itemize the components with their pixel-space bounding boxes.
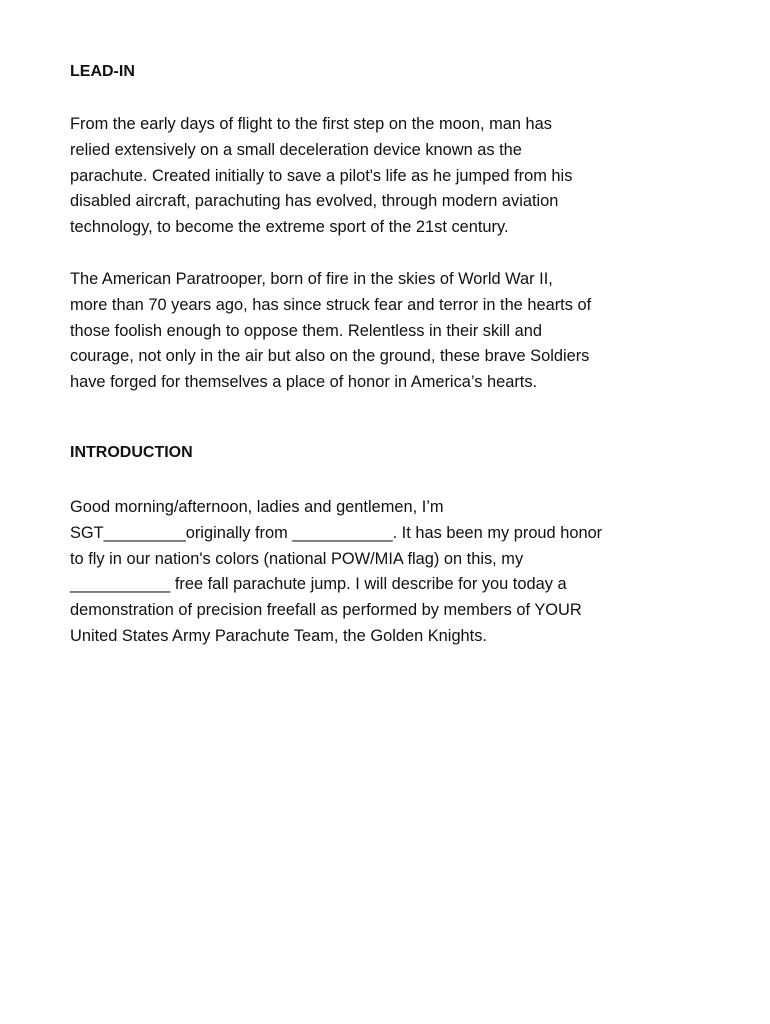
text-line: parachute. Created initially to save a pilot's life as he jumped from his <box>70 166 573 185</box>
text-line: to fly in our nation's colors (national POW/MIA flag) on this, my <box>70 549 524 568</box>
text-line: demonstration of precision freefall as performed by members of YOUR <box>70 601 582 620</box>
text-line: United States Army Parachute Team, the Golden Knights. <box>70 626 487 645</box>
text-line: From the early days of flight to the first step on the moon, man has <box>70 115 552 133</box>
introduction-paragraph <box>70 495 710 650</box>
text-line: relied extensively on a small deceleration device known as the <box>70 140 522 159</box>
lead-in-paragraph-2 <box>70 267 710 396</box>
lead-in-paragraph-1 <box>70 112 710 241</box>
text-line: more than 70 years ago, has since struck fear and terror in the hearts of <box>70 295 592 314</box>
text-line: ___________ free fall parachute jump. I will describe for you today a <box>70 575 567 594</box>
text-line: have forged for themselves a place of honor in America’s hearts. <box>70 373 538 392</box>
text-line: those foolish enough to oppose them. Relentless in their skill and <box>70 321 542 340</box>
text-line: The American Paratrooper, born of fire in the skies of World War II, <box>70 269 553 288</box>
text-line: courage, not only in the air but also on the ground, these brave Soldiers <box>70 347 590 366</box>
introduction-heading: INTRODUCTION <box>70 443 193 461</box>
text-line: SGT_________originally from ___________. It has been my proud honor <box>70 523 603 542</box>
text-line: Good morning/afternoon, ladies and gentlemen, I’m <box>70 497 444 516</box>
text-line: disabled aircraft, parachuting has evolved, through modern aviation <box>70 192 559 211</box>
lead-in-heading: LEAD-IN <box>70 63 135 80</box>
text-line: technology, to become the extreme sport of the 21st century. <box>70 218 509 237</box>
document-page <box>70 61 710 650</box>
